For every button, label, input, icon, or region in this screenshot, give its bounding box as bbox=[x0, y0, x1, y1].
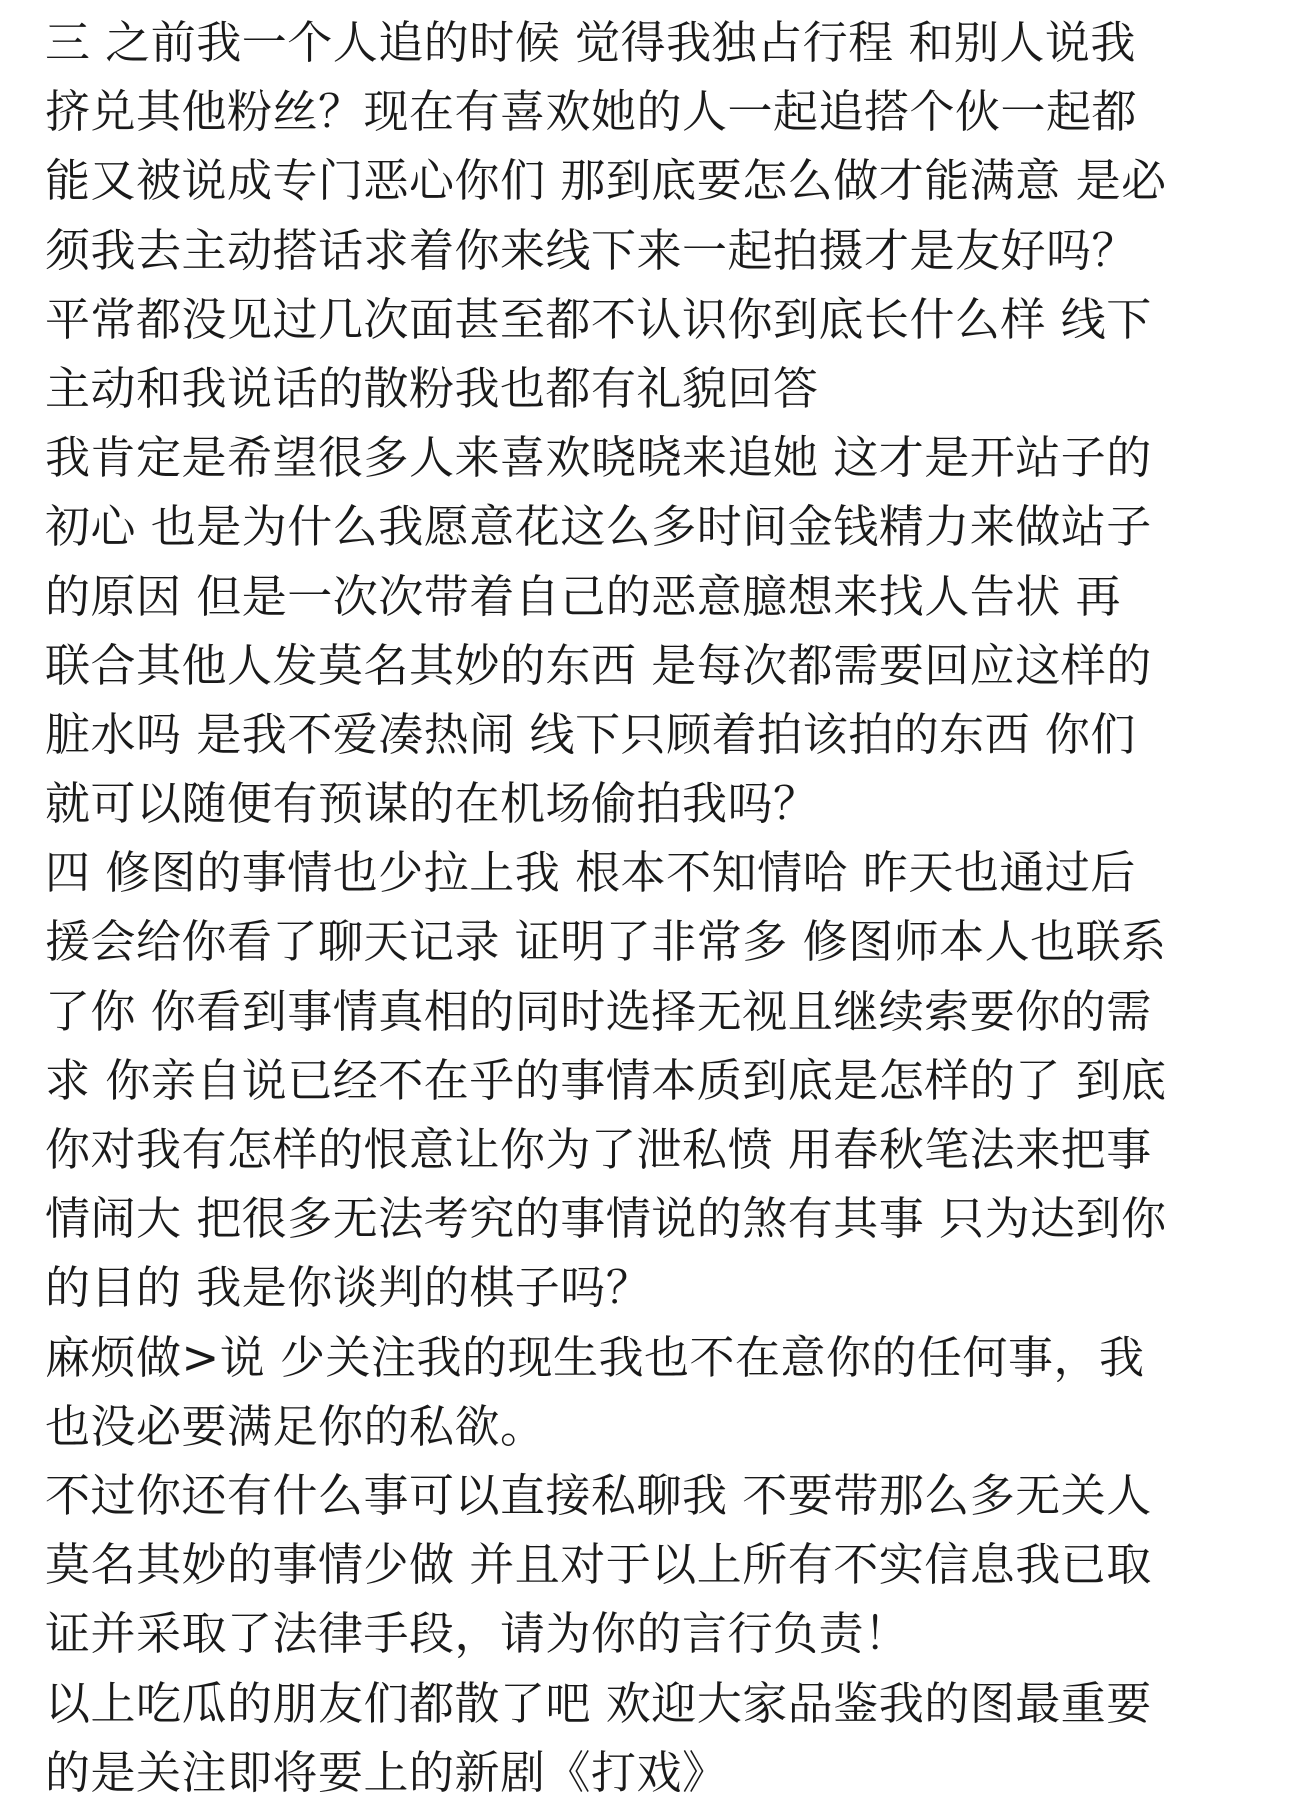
text-line: 也没必要满足你的私欲。 bbox=[45, 1399, 546, 1453]
text-line: 莫名其妙的事情少做 并且对于以上所有不实信息我已取 bbox=[45, 1538, 1152, 1592]
text-line: 求 你亲自说已经不在乎的事情本质到底是怎样的了 到底 bbox=[45, 1053, 1167, 1107]
text-line: 的是关注即将要上的新剧《打戏》 bbox=[45, 1745, 728, 1799]
document-body bbox=[45, 8, 1260, 1807]
text-line: 情闹大 把很多无法考究的事情说的煞有其事 只为达到你 bbox=[45, 1192, 1167, 1246]
text-line: 我肯定是希望很多人来喜欢晓晓来追她 这才是开站子的 bbox=[45, 431, 1152, 485]
text-line: 就可以随便有预谋的在机场偷拍我吗？ bbox=[45, 777, 819, 831]
text-line: 初心 也是为什么我愿意花这么多时间金钱精力来做站子 bbox=[45, 500, 1152, 554]
text-line: 不过你还有什么事可以直接私聊我 不要带那么多无关人 bbox=[45, 1468, 1152, 1522]
text-line: 挤兑其他粉丝？现在有喜欢她的人一起追搭个伙一起都 bbox=[45, 85, 1138, 139]
text-line: 脏水吗 是我不爱凑热闹 线下只顾着拍该拍的东西 你们 bbox=[45, 707, 1136, 761]
text-line: 平常都没见过几次面甚至都不认识你到底长什么样 线下 bbox=[45, 292, 1152, 346]
text-line: 能又被说成专门恶心你们 那到底要怎么做才能满意 是必 bbox=[45, 154, 1167, 208]
text-line: 联合其他人发莫名其妙的东西 是每次都需要回应这样的 bbox=[45, 638, 1152, 692]
text-line: 的原因 但是一次次带着自己的恶意臆想来找人告状 再 bbox=[45, 569, 1122, 623]
text-line: 了你 你看到事情真相的同时选择无视且继续索要你的需 bbox=[45, 984, 1152, 1038]
text-line: 的目的 我是你谈判的棋子吗？ bbox=[45, 1261, 652, 1315]
text-line: 你对我有怎样的恨意让你为了泄私愤 用春秋笔法来把事 bbox=[45, 1123, 1152, 1176]
text-line: 援会给你看了聊天记录 证明了非常多 修图师本人也联系 bbox=[45, 915, 1167, 969]
text-line: 证并采取了法律手段，请为你的言行负责！ bbox=[45, 1607, 910, 1661]
text-line: 麻烦做>说 少关注我的现生我也不在意你的任何事，我 bbox=[45, 1330, 1145, 1384]
text-line: 以上吃瓜的朋友们都散了吧 欢迎大家品鉴我的图最重要 bbox=[45, 1676, 1152, 1730]
text-line: 四 修图的事情也少拉上我 根本不知情哈 昨天也通过后 bbox=[45, 846, 1136, 900]
text-line: 三 之前我一个人追的时候 觉得我独占行程 和别人说我 bbox=[45, 16, 1136, 69]
text-line: 主动和我说话的散粉我也都有礼貌回答 bbox=[45, 361, 819, 415]
text-line: 须我去主动搭话求着你来线下来一起拍摄才是友好吗？ bbox=[45, 223, 1138, 277]
